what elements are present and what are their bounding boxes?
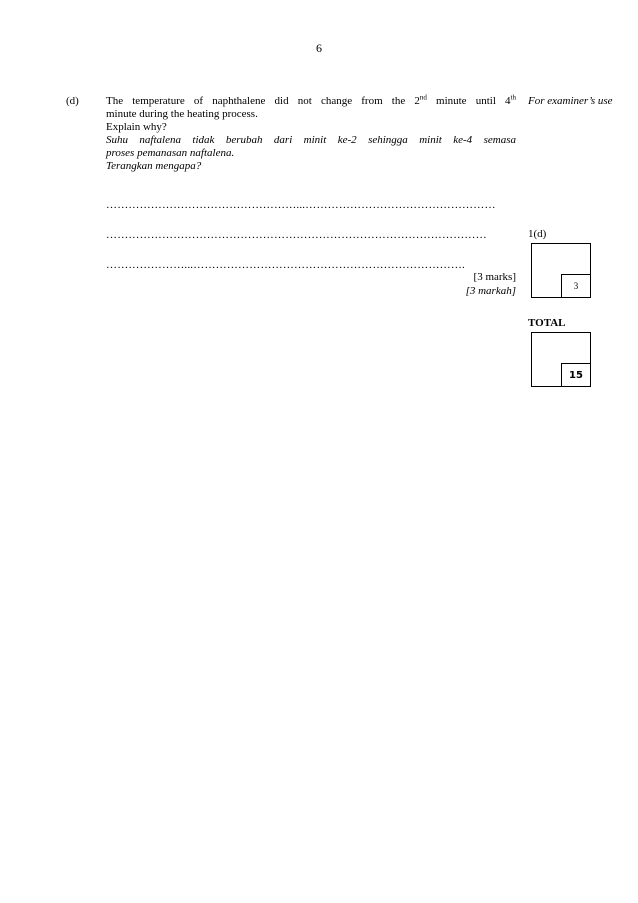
question-line-1: The temperature of naphthalene did not change from the 2nd minute until 4th	[106, 93, 516, 107]
malay-line-2: proses pemanasan naftalena.	[106, 147, 235, 159]
answer-line-2[interactable]: …………………………………………………………………………………………	[106, 229, 487, 241]
malay-line-1: Suhu naftalena tidak berubah dari minit ke-2 sehingga minit ke-4 semasa	[106, 134, 516, 146]
total-score-box	[531, 332, 591, 387]
question-line-2: minute during the heating process.	[106, 108, 258, 120]
section-label: 1(d)	[528, 228, 547, 240]
malay-line-3: Terangkan mengapa?	[106, 160, 202, 172]
marks-malay: [3 markah]	[465, 285, 516, 297]
marks-english: [3 marks]	[473, 271, 516, 283]
answer-line-1[interactable]: ……………………………………………...……………………………………………	[106, 199, 496, 211]
section-score-box	[531, 243, 591, 298]
total-label: TOTAL	[528, 317, 566, 329]
section-score-cell: 3	[561, 274, 591, 298]
examiner-heading: For examiner’s use	[528, 95, 613, 107]
question-label: (d)	[66, 95, 79, 107]
question-body	[106, 95, 516, 173]
question-line-3: Explain why?	[106, 121, 167, 133]
page-number: 6	[316, 41, 322, 55]
total-score-cell: 15	[561, 363, 591, 387]
answer-line-3[interactable]: …………………...……………………………………………………………….	[106, 259, 465, 271]
